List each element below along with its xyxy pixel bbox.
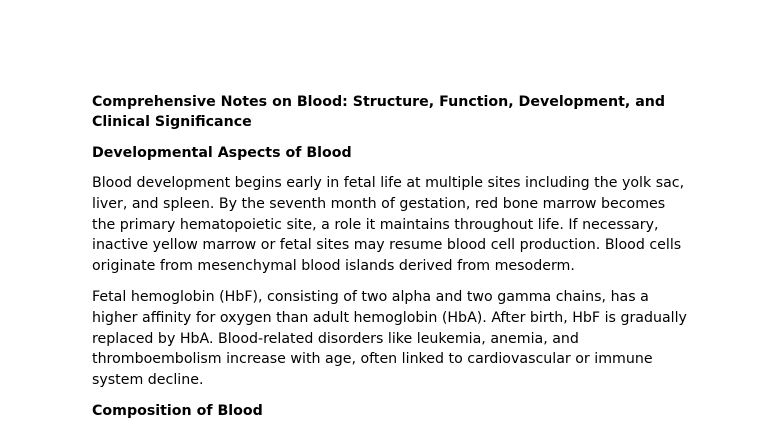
document-title: Comprehensive Notes on Blood: Structure, Function, Development, and Clinical Significance xyxy=(92,94,666,130)
section-heading-developmental-aspects: Developmental Aspects of Blood xyxy=(92,145,352,161)
paragraph-blood-development: Blood development begins early in fetal life at multiple sites including the yolk sac, liver, and spleen. By the seventh month of gestation, red bone marrow becomes the primary hematopoietic site, a role it maintains throughout life. If necessary, inactive yellow marrow or fetal sites may resume blood cell production. Blood cells originate from mesenchymal blood islands derived from mesoderm. xyxy=(92,175,685,275)
section-heading-composition: Composition of Blood xyxy=(92,402,263,419)
document-page xyxy=(92,92,692,431)
paragraph-fetal-hemoglobin: Fetal hemoglobin (HbF), consisting of two alpha and two gamma chains, has a higher affinity for oxygen than adult hemoglobin (HbA). After birth, HbF is gradually replaced by HbA. Blood-related disorders like leukemia, anemia, and thromboembolism increase with age, often linked to cardiovascular or immune system decline. xyxy=(92,288,687,389)
